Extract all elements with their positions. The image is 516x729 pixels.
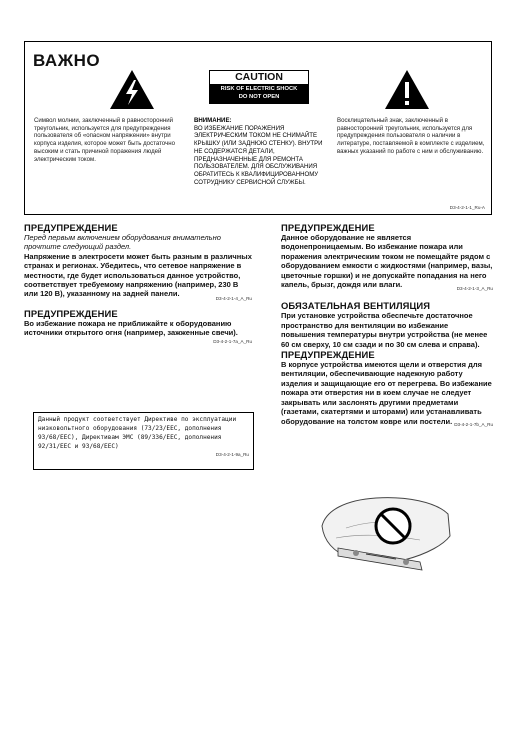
exclamation-warning-icon xyxy=(384,69,430,110)
caution-sub1: RISK OF ELECTRIC SHOCK xyxy=(220,86,298,92)
caution-label xyxy=(209,70,309,104)
caution-sub2: DO NOT OPEN xyxy=(238,94,280,100)
right-code-3: D3-4-2-1-7b_A_Ru xyxy=(454,421,493,427)
caution-title: CAUTION xyxy=(235,71,283,83)
important-title: ВАЖНО xyxy=(33,51,101,70)
left-heading-2: ПРЕДУПРЕЖДЕНИЕ xyxy=(24,307,118,319)
left-italic-note: Перед первым включением оборудования внимательно прочтите следующий раздел. xyxy=(24,233,221,252)
left-fire-text: Во избежание пожара не приближайте к оборудованию источники открытого огня (например, зажженные свечи). xyxy=(24,318,238,338)
directive-box xyxy=(33,412,254,470)
warning-text: ВО ИЗБЕЖАНИЕ ПОРАЖЕНИЯ ЭЛЕКТРИЧЕСКИМ ТОКОМ НЕ СНИМАЙТЕ КРЫШКУ (ИЛИ ЗАДНЮЮ СТЕНКУ). ВНУТРИ НЕ СОДЕРЖАТСЯ ДЕТАЛИ, ПРЕДНАЗНАЧЕННЫЕ ДЛЯ РЕМОНТА ПОЛЬЗОВАТЕЛЕМ. ДЛЯ ОБСЛУЖИВАНИЯ ОБРАТИТЕСЬ К КВАЛИФИЦИРОВАННОМУ СОТРУДНИКУ СЕРВИСНОЙ СЛУЖБЫ. xyxy=(194,124,323,186)
right-ventilation-text: При установке устройства обеспечьте достаточное пространство для вентиляции во избежание повышения температуры внутри устройства (не менее 60 см сверху, 10 см сзади и по 30 см слева и справа). xyxy=(281,311,488,349)
left-voltage-text: Напряжение в электросети может быть разным в различных странах и регионах. Убедитесь, что сетевое напряжение в местности, где будет использоваться данное устройство, соответствует требуемому напряжению (например, 230 В или 120 В), указанному на задней панели. xyxy=(24,251,252,299)
lightning-warning-icon xyxy=(109,69,155,110)
warning-block xyxy=(194,117,328,186)
important-code: D3-4-2-1-1_Ru-A xyxy=(449,205,485,210)
left-code-1: D3-4-2-1-4_A_Ru xyxy=(215,295,252,301)
right-vents-text: В корпусе устройства имеются щели и отверстия для вентиляции, обеспечивающие надежную работу изделия и защищающие его от перегрева. Во избежание пожара эти отверстия ни в коем случае не следует закрывать или заслонять другими предметами (газетами, скатертями и шторами) или устанавливать оборудование на толстом ковре или постели. xyxy=(281,360,492,426)
warning-heading: ВНИМАНИЕ: xyxy=(194,117,232,124)
left-code-2: D3-4-2-1-7a_A_Ru xyxy=(213,338,252,344)
directive-text: Данный продукт соответствует Директиве по эксплуатации низковольтного оборудования (73/23/EEC, дополнения 93/68/EEC), Директивам ЭМС (89/336/EEC, дополнения 92/31/EEC и 93/68/EEC) xyxy=(38,416,237,450)
right-column xyxy=(281,222,493,427)
directive-code: D3-4-2-1-9a_Ru xyxy=(215,451,249,457)
right-water-text: Данное оборудование не является водонепроницаемым. Во избежание пожара или поражения электрическим током не помещайте рядом с оборудованием емкости с жидкостями (например, вазы, цветочные горшки) и не допускайте попадания на него капель, брызг, дождя или влаги. xyxy=(281,233,493,290)
right-code-1: D3-4-2-1-3_A_Ru xyxy=(456,286,493,292)
receiver-no-cover-illustration xyxy=(316,488,456,572)
right-heading-2: ОБЯЗАТЕЛЬНАЯ ВЕНТИЛЯЦИЯ xyxy=(281,300,431,312)
right-heading-1: ПРЕДУПРЕЖДЕНИЕ xyxy=(281,222,375,233)
exclamation-description: Восклицательный знак, заключенный в равносторонний треугольник, используется для предупреждения пользователя о наличии в литературе, поставляемой в комплекте с изделием, важных указаний по работе с ним и обслуживанию. xyxy=(337,117,485,155)
right-heading-3: ПРЕДУПРЕЖДЕНИЕ xyxy=(281,349,375,361)
left-column xyxy=(24,222,252,344)
lightning-description: Символ молнии, заключенный в равносторонний треугольник, используется для предупреждения пользователя об «опасном напряжении» внутри корпуса изделия, которое может быть достаточно высоким и стать причиной поражения людей электрическим током. xyxy=(34,117,175,163)
left-heading-1: ПРЕДУПРЕЖДЕНИЕ xyxy=(24,222,118,233)
important-box xyxy=(24,41,492,215)
